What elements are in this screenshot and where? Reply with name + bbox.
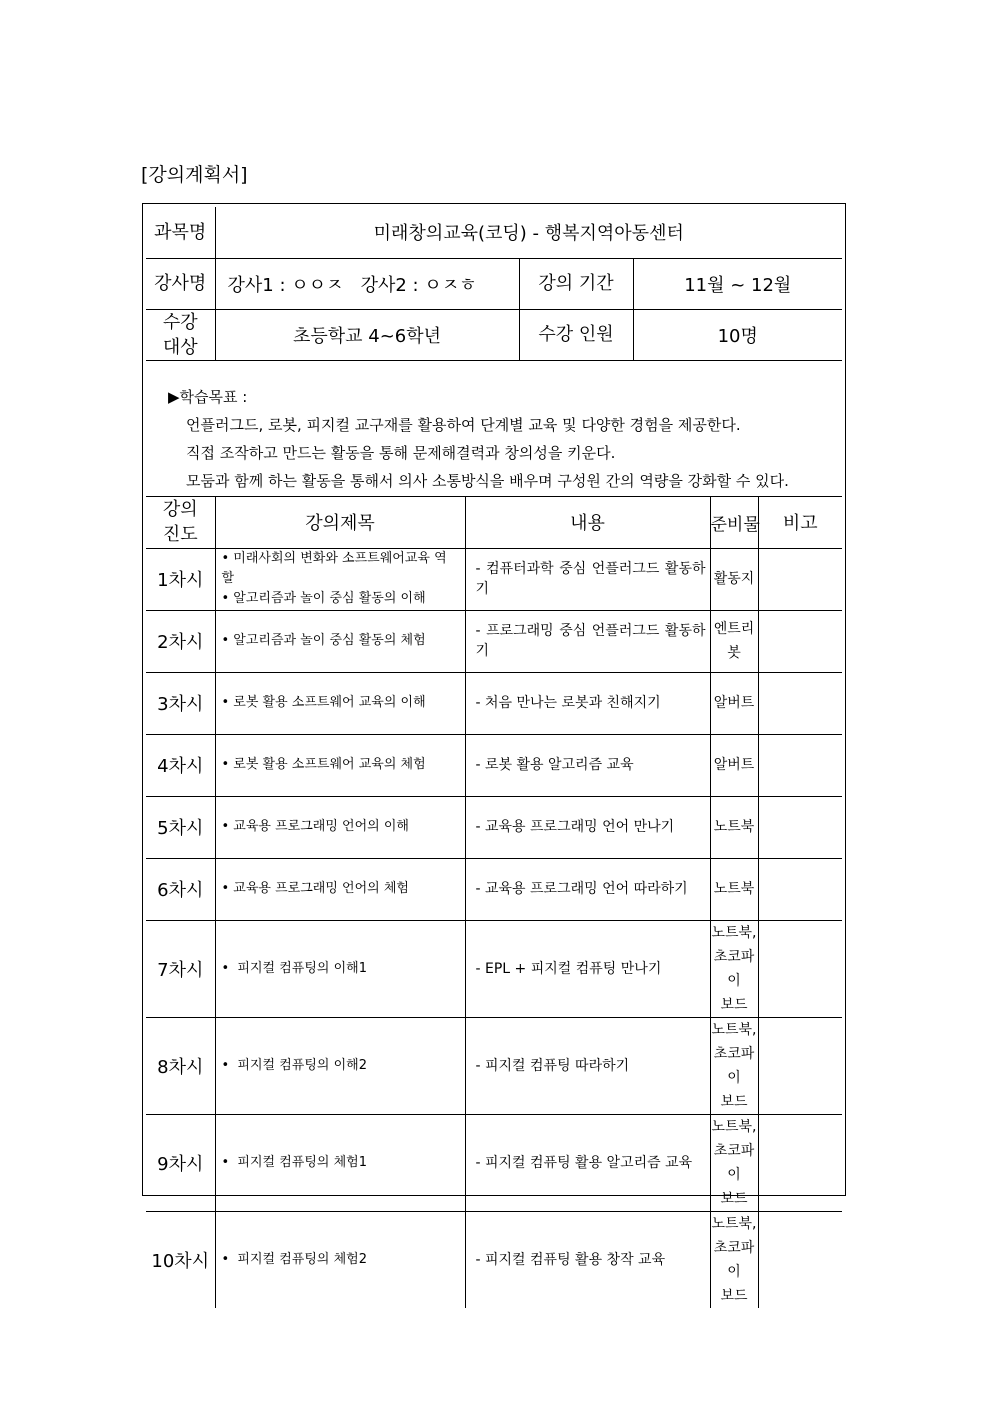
session-row: [146, 672, 842, 734]
session-content: - 피지컬 컴퓨팅 활용 창작 교육: [465, 1211, 710, 1308]
session-title: [215, 1114, 465, 1211]
lecture-plan-table-frame: [142, 203, 846, 1304]
session-materials: [710, 920, 758, 1017]
header-materials: 준비물: [710, 496, 758, 548]
session-number: 8차시: [146, 1017, 215, 1114]
session-notes: [758, 734, 842, 796]
session-number: 3차시: [146, 672, 215, 734]
session-materials: [710, 548, 758, 610]
session-title: [215, 858, 465, 920]
target-row: [146, 309, 842, 360]
session-content: - 피지컬 컴퓨팅 활용 알고리즘 교육: [465, 1114, 710, 1211]
target-label-line2: 대상: [162, 336, 198, 358]
session-number: 6차시: [146, 858, 215, 920]
session-number: 10차시: [146, 1211, 215, 1308]
session-row: [146, 1211, 842, 1308]
session-title-line: • 미래사회의 변화와 소프트웨어교육 역할: [221, 551, 447, 586]
material-line: 활동지: [713, 571, 755, 587]
target-label-line1: 수강: [162, 311, 198, 333]
session-title: [215, 1017, 465, 1114]
session-title-line: • 피지컬 컴퓨팅의 이해2: [221, 1057, 367, 1073]
course-name: 미래창의교육(코딩) - 행복지역아동센터: [215, 207, 842, 258]
material-line: 노트북,: [711, 1118, 757, 1135]
course-label: 과목명: [146, 207, 215, 258]
session-row: [146, 796, 842, 858]
goal-line: 모둠과 함께 하는 활동을 통해서 의사 소통방식을 배우며 구성원 간의 역량을 강화할 수 있다.: [186, 471, 789, 490]
material-line: 알버트: [713, 757, 755, 773]
session-content: - 교육용 프로그래밍 언어 따라하기: [465, 858, 710, 920]
session-row: [146, 734, 842, 796]
session-notes: [758, 1017, 842, 1114]
material-line: 노트북,: [711, 1215, 757, 1232]
session-number: 2차시: [146, 610, 215, 672]
session-notes: [758, 858, 842, 920]
session-content: - 컴퓨터과학 중심 언플러그드 활동하기: [465, 548, 710, 610]
session-number: 1차시: [146, 548, 215, 610]
session-notes: [758, 1211, 842, 1308]
session-notes: [758, 548, 842, 610]
session-title: [215, 548, 465, 610]
session-notes: [758, 610, 842, 672]
header-notes: 비고: [758, 496, 842, 548]
session-materials: [710, 1114, 758, 1211]
period-label: 강의 기간: [519, 258, 633, 309]
session-rows: [146, 548, 842, 1308]
session-notes: [758, 1114, 842, 1211]
session-title-line: • 알고리즘과 놀이 중심 활동의 체험: [221, 633, 426, 648]
session-materials: [710, 1017, 758, 1114]
session-content: - 처음 만나는 로봇과 친해지기: [465, 672, 710, 734]
session-title: [215, 734, 465, 796]
session-row: [146, 920, 842, 1017]
header-title: 강의제목: [215, 496, 465, 548]
goals-title: ▶학습목표 :: [168, 387, 248, 406]
session-materials: [710, 734, 758, 796]
goal-line: 언플러그드, 로봇, 피지컬 교구재를 활용하여 단계별 교육 및 다양한 경험을 제공한다.: [186, 415, 741, 434]
session-content: - EPL + 피지컬 컴퓨팅 만나기: [465, 920, 710, 1017]
header-progress-line2: 진도: [162, 524, 198, 545]
session-title-line: • 로봇 활용 소프트웨어 교육의 이해: [221, 695, 426, 710]
material-line: 알버트: [713, 695, 755, 711]
instructor-label: 강사명: [146, 258, 215, 309]
session-title-line: • 피지컬 컴퓨팅의 체험2: [221, 1251, 367, 1267]
session-row: [146, 610, 842, 672]
material-line: 노트북,: [711, 924, 757, 941]
enrollment-value: 10명: [633, 309, 842, 360]
session-number: 9차시: [146, 1114, 215, 1211]
material-line: 초코파이: [713, 1142, 755, 1183]
period-value: 11월 ~ 12월: [633, 258, 842, 309]
session-title-line: • 로봇 활용 소프트웨어 교육의 체험: [221, 757, 426, 772]
session-title: [215, 610, 465, 672]
material-line: 보드: [720, 1287, 748, 1304]
session-notes: [758, 672, 842, 734]
session-number: 4차시: [146, 734, 215, 796]
session-content: - 피지컬 컴퓨팅 따라하기: [465, 1017, 710, 1114]
session-notes: [758, 796, 842, 858]
target-value: 초등학교 4~6학년: [215, 309, 519, 360]
session-materials: [710, 610, 758, 672]
material-line: 보드: [720, 996, 748, 1013]
material-line: 초코파이: [713, 1239, 755, 1280]
header-progress-line1: 강의: [162, 499, 198, 520]
session-row: [146, 1114, 842, 1211]
session-number: 5차시: [146, 796, 215, 858]
material-line: 초코파이: [713, 1045, 755, 1086]
session-materials: [710, 1211, 758, 1308]
schedule-header-row: [146, 496, 842, 548]
material-line: 보드: [720, 1190, 748, 1207]
session-content: - 로봇 활용 알고리즘 교육: [465, 734, 710, 796]
session-title-line: • 피지컬 컴퓨팅의 체험1: [221, 1154, 367, 1170]
session-materials: [710, 858, 758, 920]
document-label: [강의계획서]: [141, 164, 248, 186]
target-label: [146, 309, 215, 360]
session-title: [215, 920, 465, 1017]
header-content: 내용: [465, 496, 710, 548]
session-materials: [710, 672, 758, 734]
session-title-line: • 교육용 프로그래밍 언어의 이해: [221, 819, 409, 834]
instructor-row: [146, 258, 842, 309]
instructor-names: 강사1 : ㅇㅇㅈ 강사2 : ㅇㅈㅎ: [215, 258, 519, 309]
session-title: [215, 796, 465, 858]
session-content: - 교육용 프로그래밍 언어 만나기: [465, 796, 710, 858]
session-title-line: • 피지컬 컴퓨팅의 이해1: [221, 960, 367, 976]
material-line: 노트북: [713, 819, 755, 835]
course-row: [146, 207, 842, 258]
session-number: 7차시: [146, 920, 215, 1017]
goal-line: 직접 조작하고 만드는 활동을 통해 문제해결력과 창의성을 키운다.: [186, 443, 616, 462]
goals-row: [146, 360, 842, 496]
session-row: [146, 548, 842, 610]
session-content: - 프로그래밍 중심 언플러그드 활동하기: [465, 610, 710, 672]
session-title: [215, 672, 465, 734]
session-row: [146, 1017, 842, 1114]
material-line: 노트북: [713, 881, 755, 897]
lecture-plan-table: [146, 207, 842, 1308]
session-title-line: • 알고리즘과 놀이 중심 활동의 이해: [221, 591, 426, 606]
material-line: 엔트리봇: [713, 621, 755, 661]
session-title-line: • 교육용 프로그래밍 언어의 체험: [221, 881, 409, 896]
enrollment-label: 수강 인원: [519, 309, 633, 360]
material-line: 초코파이: [713, 948, 755, 989]
material-line: 보드: [720, 1093, 748, 1110]
header-progress: [146, 496, 215, 548]
material-line: 노트북,: [711, 1021, 757, 1038]
session-materials: [710, 796, 758, 858]
session-title: [215, 1211, 465, 1308]
session-notes: [758, 920, 842, 1017]
learning-goals: [146, 360, 842, 496]
session-row: [146, 858, 842, 920]
